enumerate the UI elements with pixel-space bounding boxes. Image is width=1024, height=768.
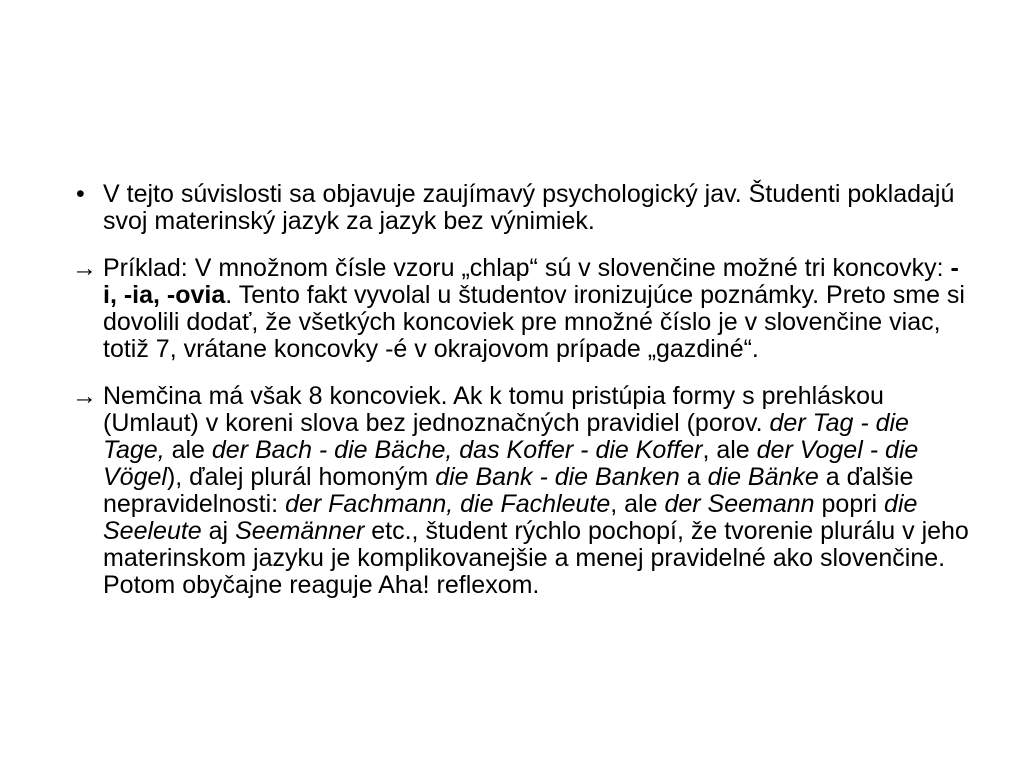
text-segment: aj <box>201 517 236 545</box>
arrow-marker: → <box>72 382 97 410</box>
italic-example: Seemänner <box>235 517 365 545</box>
text-segment: a ďalšie nepravidelnosti: <box>103 463 914 518</box>
arrow-paragraph-3 <box>72 383 972 599</box>
italic-example: der Fachmann, die Fachleute <box>285 490 611 518</box>
text-segment: , ale <box>702 436 757 464</box>
italic-example: der Bach - die Bäche, das Koffer - die Koffer <box>211 436 703 464</box>
italic-example: der Tag - die Tage, <box>103 409 909 464</box>
italic-example: der Seemann <box>664 490 815 518</box>
italic-example: die Bänke <box>707 463 819 491</box>
slide-body <box>72 181 972 619</box>
text-segment: etc., študent rýchlo pochopí, že tvorenie plurálu v jeho materinskom jazyku je komplikovanejšie a menej pravidelné ako slovenčine. Potom obyčajne reaguje Aha! reflexom. <box>103 517 969 599</box>
bullet-marker: • <box>76 180 85 208</box>
text-segment: a <box>679 463 708 491</box>
bold-endings: -i, -ia, -ovia <box>103 254 959 309</box>
text-segment: ale <box>164 436 212 464</box>
arrow-marker: → <box>72 254 97 282</box>
italic-example: die Bank - die Banken <box>435 463 680 491</box>
text-segment: Nemčina má však 8 koncoviek. Ak k tomu pristúpia formy s prehláskou (Umlaut) v koreni slova bez jednoznačných pravidiel (porov. <box>103 382 884 437</box>
text-segment: ), ďalej plurál homoným <box>166 463 436 491</box>
text-segment: , ale <box>610 490 665 518</box>
italic-example: die Seeleute <box>103 490 918 545</box>
text-segment: popri <box>814 490 885 518</box>
italic-example: der Vogel - die Vögel <box>103 436 919 491</box>
text-segment: Príklad: V množnom čísle vzoru „chlap“ sú v slovenčine možné tri koncovky: <box>103 254 951 282</box>
text-segment: . Tento fakt vyvolal u študentov ironizujúce poznámky. Preto sme si dovolili dodať, že všetkých koncoviek pre množné číslo je v slovenčine viac, totiž 7, vrátane koncovky -é v okrajovom prípade „gazdiné“. <box>103 281 965 363</box>
paragraph-text: V tejto súvislosti sa objavuje zaujímavý psychologický jav. Študenti pokladajú svoj materinský jazyk za jazyk bez výnimiek. <box>103 180 955 235</box>
arrow-paragraph-2 <box>72 255 972 363</box>
bullet-paragraph-1 <box>72 181 972 235</box>
